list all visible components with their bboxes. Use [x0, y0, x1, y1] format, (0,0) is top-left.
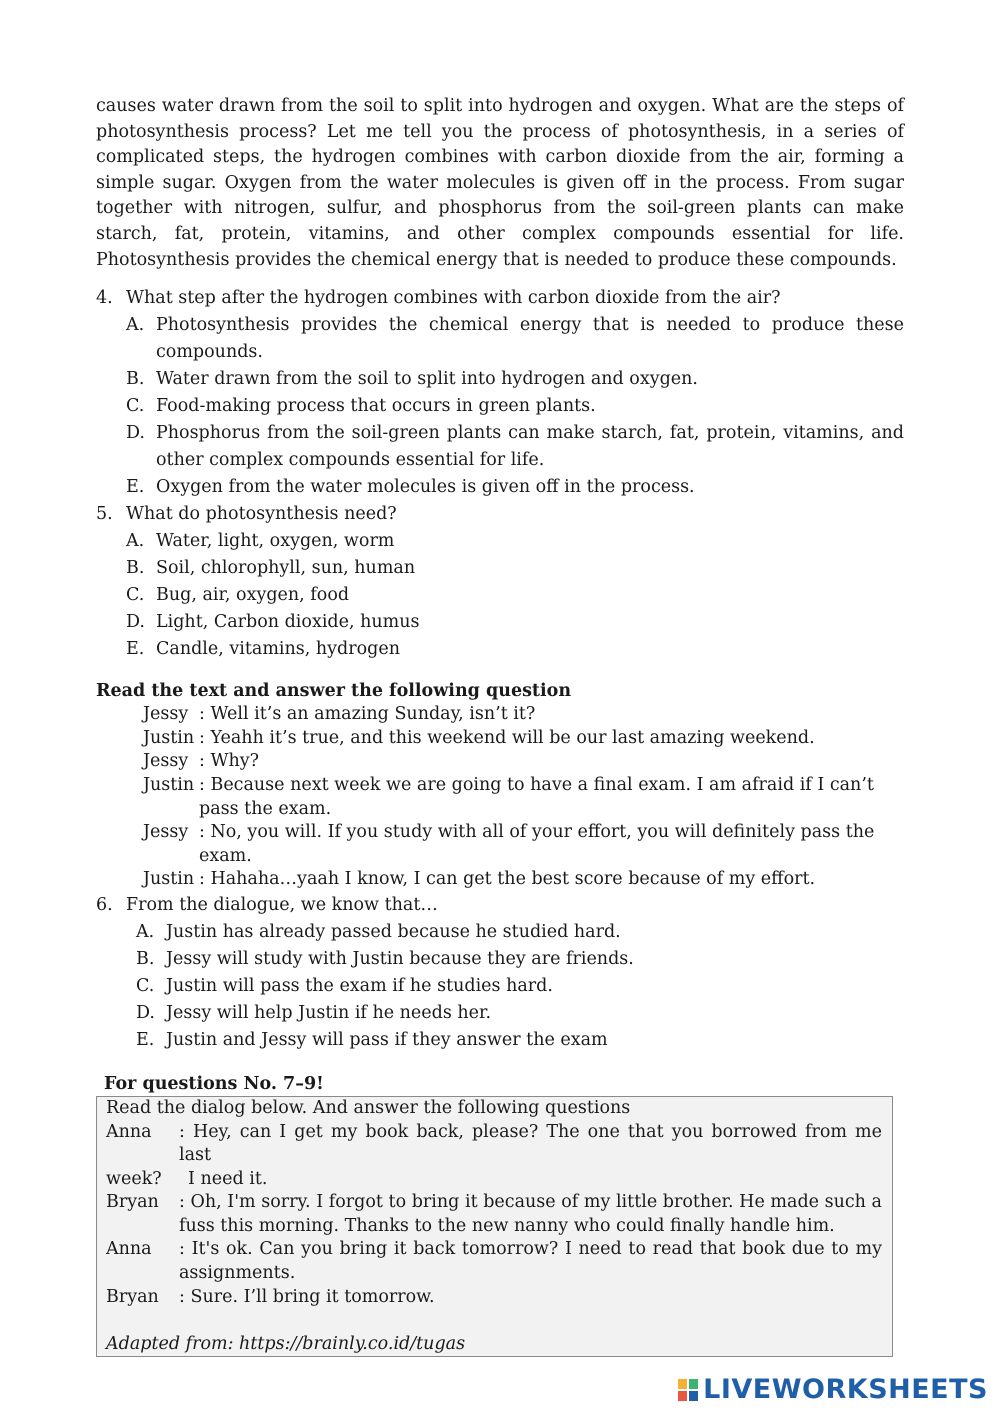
box-heading: For questions No. 7–9!: [104, 1073, 324, 1094]
dialogue-line: Justin : Hahaha…yaah I know, I can get the best score because of my effort.: [143, 869, 816, 890]
dialogue: [143, 703, 904, 892]
question-text: What do photosynthesis need?: [126, 504, 397, 525]
box-line: week? I need it.: [106, 1168, 268, 1189]
question-number: 5.: [96, 504, 113, 525]
question-5: [96, 501, 904, 663]
section-heading: Read the text and answer the following question: [96, 681, 572, 702]
question-4: [96, 285, 904, 501]
option-e[interactable]: E. Oxygen from the water molecules is given off in the process.: [126, 477, 695, 498]
dialogue-line: Jessy : Well it’s an amazing Sunday, isn’t it?: [143, 704, 536, 725]
reading-passage: causes water drawn from the soil to split into hydrogen and oxygen. What are the steps of photosynthesis process? Let me tell you the process of photosynthesis, in a series of complicated steps, the hydrogen combines with carbon dioxide from the air, forming a simple sugar. Oxygen from the water molecules is given off in the process. From sugar together with nitrogen, sulfur, and phosphorus from the soil-green plants can make starch, fat, protein, vitamins, and other complex compounds essential for life. Photosynthesis provides the chemical energy that is needed to produce these compounds.: [96, 96, 904, 270]
dialogue-line: Jessy : No, you will. If you study with all of your effort, you will definitely pass the exam.: [143, 822, 875, 866]
option-c[interactable]: C. Justin will pass the exam if he studies hard.: [136, 975, 553, 996]
dialogue-line: Justin : Yeahh it’s true, and this weekend will be our last amazing weekend.: [143, 727, 815, 748]
option-a[interactable]: A. Water, light, oxygen, worm: [126, 531, 395, 552]
box-line: Anna : Hey, can I get my book back, please? The one that you borrowed from me last: [106, 1121, 882, 1166]
liveworksheets-logo: [677, 1374, 988, 1405]
liveworksheets-logo-icon: [677, 1377, 699, 1403]
option-b[interactable]: B. Water drawn from the soil to split into hydrogen and oxygen.: [126, 369, 698, 390]
worksheet-page: [96, 94, 904, 1357]
options-list: [126, 528, 904, 663]
box-line: Bryan : Sure. I’ll bring it tomorrow.: [106, 1286, 435, 1307]
box-line: Anna : It's ok. Can you bring it back tomorrow? I need to read that book due to my assignments.: [106, 1239, 882, 1284]
option-b[interactable]: B. Jessy will study with Justin because they are friends.: [136, 948, 634, 969]
option-d[interactable]: D. Jessy will help Justin if he needs her.: [136, 1002, 492, 1023]
question-text: From the dialogue, we know that…: [126, 894, 438, 915]
option-d[interactable]: D. Light, Carbon dioxide, humus: [126, 612, 420, 633]
option-c[interactable]: C. Bug, air, oxygen, food: [126, 585, 350, 606]
source-citation: Adapted from: https://brainly.co.id/tugas: [106, 1333, 466, 1354]
options-list: [126, 312, 904, 501]
box-intro: Read the dialog below. And answer the following questions: [106, 1097, 631, 1118]
box-line: Bryan : Oh, I'm sorry. I forgot to bring it because of my little brother. He made such a fuss this morning. Thanks to the new nanny who could finally handle him.: [106, 1192, 882, 1236]
question-number: 4.: [96, 288, 113, 309]
option-a[interactable]: A. Justin has already passed because he studied hard.: [136, 921, 621, 942]
option-e[interactable]: E. Candle, vitamins, hydrogen: [126, 639, 400, 660]
dialog-box: [96, 1096, 893, 1358]
option-e[interactable]: E. Justin and Jessy will pass if they answer the exam: [136, 1029, 608, 1050]
option-b[interactable]: B. Soil, chlorophyll, sun, human: [126, 558, 416, 579]
option-d[interactable]: D. Phosphorus from the soil-green plants can make starch, fat, protein, vitamins, and other complex compounds essential for life.: [126, 423, 904, 471]
question-text: What step after the hydrogen combines with carbon dioxide from the air?: [126, 288, 781, 309]
option-c[interactable]: C. Food-making process that occurs in green plants.: [126, 396, 596, 417]
dialogue-line: Jessy : Why?: [143, 751, 259, 772]
option-a[interactable]: A. Photosynthesis provides the chemical energy that is needed to produce these compounds.: [126, 315, 904, 363]
question-number: 6.: [96, 894, 113, 915]
question-6: [96, 892, 904, 1054]
options-list: [136, 919, 904, 1054]
logo-text: LIVEWORKSHEETS: [703, 1374, 988, 1405]
dialogue-line: Justin : Because next week we are going to have a final exam. I am afraid if I can’t pass the exam.: [143, 774, 874, 819]
